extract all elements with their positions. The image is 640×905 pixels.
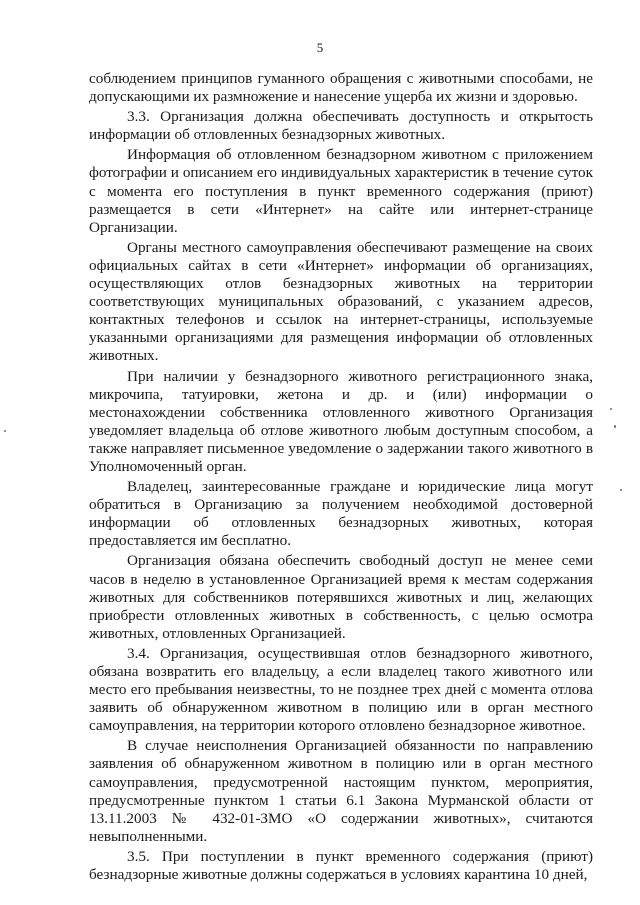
paragraph-local-authorities: Органы местного самоуправления обеспечивают размещение на своих официальных сайтах в сети «Интернет» информации об организациях, осуществляющих отлов безнадзорных животных на территории соответствующих муниципальных образований, с указанием адресов, контактных телефонов и ссылок на интернет-страницы, используемые указанными организациями для размещения информации об отловленных животных. bbox=[89, 238, 593, 365]
paragraph-clause-3-5: 3.5. При поступлении в пункт временного содержания (приют) безнадзорные животные должны содержаться в условиях карантина 10 дней, bbox=[89, 847, 593, 884]
scan-speck bbox=[610, 408, 612, 410]
document-body bbox=[89, 70, 593, 886]
paragraph-owner-notification: При наличии у безнадзорного животного регистрационного знака, микрочипа, татуировки, жетона и др. и (или) информации о местонахождении собственника отловленного животного Организация уведомляет владельца об отлове животного любым доступным способом, а также направляет письменное уведомление о задержании такого животного в Уполномоченный орган. bbox=[89, 367, 593, 475]
paragraph-clause-3-4: 3.4. Организация, осуществившая отлов безнадзорного животного, обязана возвратить его владельцу, а если владелец такого животного или место его пребывания неизвестны, то не позднее трех дней с момента отлова заявить об обнаруженном животном в полицию или в орган местного самоуправления, на территории которого отловлено безнадзорное животное. bbox=[89, 644, 593, 735]
paragraph-access-hours: Организация обязана обеспечить свободный доступ не менее семи часов в неделю в установленное Организацией время к местам содержания животных для собственников потерявшихся животных и лиц, желающих приобрести отловленных животных в собственность, с целью осмотра животных, отловленных Организацией. bbox=[89, 552, 593, 642]
paragraph-continuation: соблюдением принципов гуманного обращения с животными способами, не допускающими их размножение и нанесение ущерба их жизни и здоровью. bbox=[89, 70, 593, 106]
scan-speck bbox=[620, 489, 622, 491]
paragraph-clause-3-3: 3.3. Организация должна обеспечивать доступность и открытость информации об отловленных безнадзорных животных. bbox=[89, 108, 593, 144]
paragraph-information-request: Владелец, заинтересованные граждане и юридические лица могут обратиться в Организацию за получением необходимой достоверной информации об отловленных безнадзорных животных, которая предоставляется им бесплатно. bbox=[89, 478, 593, 550]
scan-speck bbox=[4, 430, 6, 432]
paragraph-non-fulfillment: В случае неисполнения Организацией обязанности по направлению заявления об обнаруженном животном в полицию или в орган местного самоуправления, предусмотренной настоящим пунктом, мероприятия, предусмотренные пунктом 1 статьи 6.1 Закона Мурманской области от 13.11.2003 № 432-01-ЗМО «О содержании животных», считаются невыполненными. bbox=[89, 737, 593, 845]
scan-speck bbox=[614, 425, 616, 428]
page-number: 5 bbox=[316, 40, 324, 55]
paragraph-info-placement: Информация об отловленном безнадзорном животном с приложением фотографии и описанием его индивидуальных характеристик в течение суток с момента его поступления в пункт временного содержания (приют) размещается в сети «Интернет» на сайте или интернет-странице Организации. bbox=[89, 146, 593, 236]
